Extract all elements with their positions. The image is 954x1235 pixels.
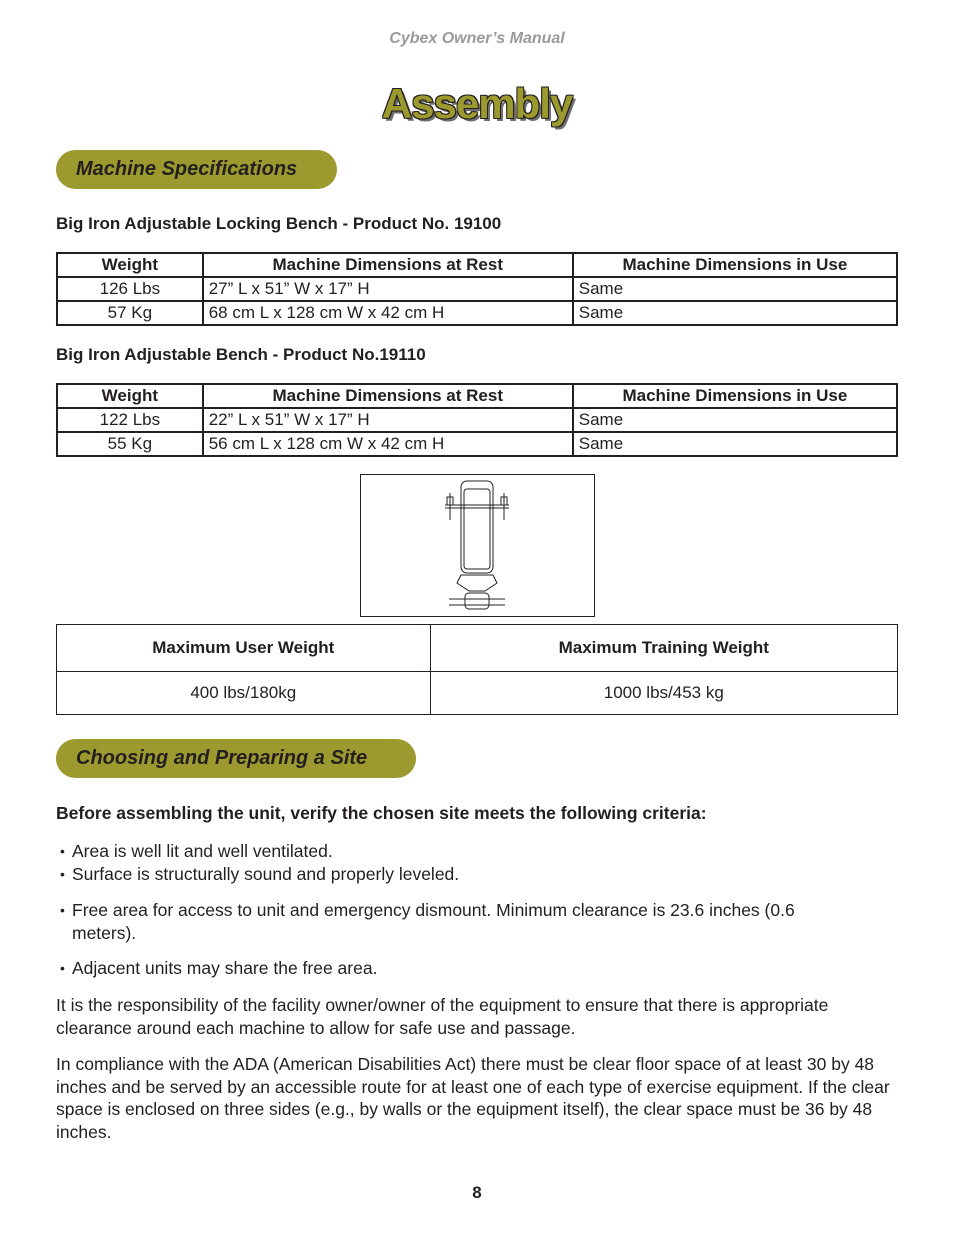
column-header: Maximum User Weight <box>57 625 431 672</box>
table-cell: 22” L x 51” W x 17” H <box>203 408 573 432</box>
spec-table-19100 <box>56 252 898 326</box>
bench-top-view-drawing <box>361 475 593 615</box>
table-cell: 27” L x 51” W x 17” H <box>203 277 573 301</box>
column-header: Machine Dimensions at Rest <box>203 253 573 277</box>
table-cell: 126 Lbs <box>57 277 203 301</box>
table-cell: 400 lbs/180kg <box>57 672 431 715</box>
spec-table-19110 <box>56 383 898 457</box>
table-cell: Same <box>573 277 897 301</box>
section-title: Choosing and Preparing a Site <box>76 747 368 769</box>
product-heading: Big Iron Adjustable Bench - Product No.19110 <box>56 345 426 364</box>
table-header-row <box>57 253 897 277</box>
list-item: • Surface is structurally sound and properly leveled. <box>56 863 876 886</box>
list-item: • Adjacent units may share the free area. <box>56 957 876 980</box>
table-cell: Same <box>573 301 897 325</box>
running-header: Cybex Owner’s Manual <box>389 30 565 47</box>
column-header: Machine Dimensions in Use <box>573 253 897 277</box>
bench-top-view-figure <box>360 474 595 617</box>
weight-limits-table <box>56 624 898 715</box>
table-cell: 55 Kg <box>57 432 203 456</box>
criteria-list <box>56 840 876 885</box>
page-title: Assembly <box>381 80 573 127</box>
column-header: Weight <box>57 384 203 408</box>
table-row <box>57 432 897 456</box>
table-cell: 1000 lbs/453 kg <box>430 672 897 715</box>
criteria-lead: Before assembling the unit, verify the chosen site meets the following criteria: <box>56 803 707 823</box>
table-cell: 68 cm L x 128 cm W x 42 cm H <box>203 301 573 325</box>
page-number: 8 <box>472 1183 482 1202</box>
column-header: Machine Dimensions in Use <box>573 384 897 408</box>
column-header: Machine Dimensions at Rest <box>203 384 573 408</box>
paragraph-ada: In compliance with the ADA (American Disabilities Act) there must be clear floor space of at least 30 by 48 inches and be served by an accessible route for at least one of each type of exercise equipment. If the clear space is enclosed on three sides (e.g., by walls or the equipment itself), the clear space must be 36 by 48 inches. <box>56 1054 890 1142</box>
table-row <box>57 408 897 432</box>
section-pill-machine-specifications <box>56 150 337 189</box>
table-header-row <box>57 625 898 672</box>
table-cell: 122 Lbs <box>57 408 203 432</box>
section-pill-choosing-site <box>56 739 416 778</box>
table-cell: Same <box>573 432 897 456</box>
criteria-list-clearance <box>56 899 846 944</box>
table-row <box>57 301 897 325</box>
column-header: Weight <box>57 253 203 277</box>
list-item: • Free area for access to unit and emergency dismount. Minimum clearance is 23.6 inches (0.6 meters). <box>56 899 846 944</box>
list-item: • Area is well lit and well ventilated. <box>56 840 876 863</box>
table-row <box>57 672 898 715</box>
table-cell: 57 Kg <box>57 301 203 325</box>
product-heading: Big Iron Adjustable Locking Bench - Product No. 19100 <box>56 214 502 233</box>
column-header: Maximum Training Weight <box>430 625 897 672</box>
criteria-list-adjacent <box>56 957 876 980</box>
paragraph-responsibility: It is the responsibility of the facility owner/owner of the equipment to ensure that there is appropriate clearance around each machine to allow for safe use and passage. <box>56 995 829 1038</box>
table-header-row <box>57 384 897 408</box>
table-cell: 56 cm L x 128 cm W x 42 cm H <box>203 432 573 456</box>
table-cell: Same <box>573 408 897 432</box>
section-title: Machine Specifications <box>76 158 298 180</box>
table-row <box>57 277 897 301</box>
